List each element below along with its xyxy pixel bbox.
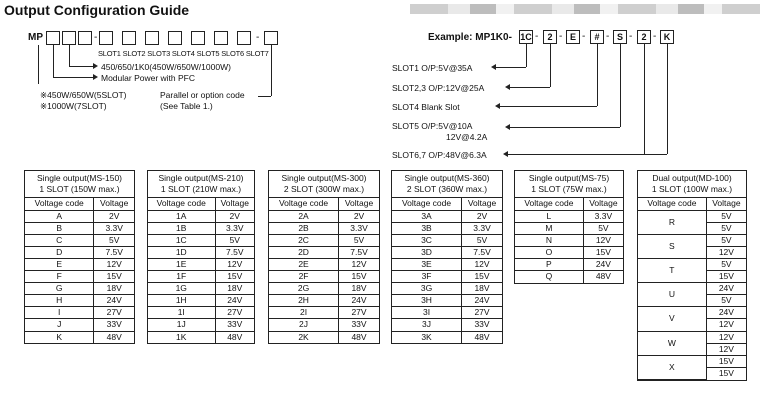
table-row <box>148 331 254 343</box>
table-subtitle: 1 SLOT (75W max.) <box>531 184 607 194</box>
table-row <box>269 258 379 270</box>
column-header-voltage-code: Voltage code <box>515 198 583 210</box>
voltage-cell: 2V <box>215 210 254 222</box>
voltage-code-cell: 1D <box>148 246 215 258</box>
table-row <box>25 246 134 258</box>
voltage-code-cell: 3D <box>392 246 462 258</box>
voltage-cell: 3.3V <box>94 222 134 234</box>
table-row <box>269 246 379 258</box>
voltage-code-cell: 3K <box>392 331 462 343</box>
voltage-cell: 12V <box>583 234 623 246</box>
voltage-cell: 33V <box>215 319 254 331</box>
voltage-code-cell: 3I <box>392 307 462 319</box>
slot-box <box>191 31 205 45</box>
column-header-voltage: Voltage <box>706 198 746 210</box>
table-row <box>392 331 502 343</box>
pfc-label: Modular Power with PFC <box>101 73 196 83</box>
voltage-code-cell: T <box>638 258 706 282</box>
voltage-code-cell: 1E <box>148 258 215 270</box>
voltage-cell: 15V <box>215 271 254 283</box>
voltage-cell: 5V <box>706 222 746 234</box>
table-row <box>638 307 746 319</box>
option-box <box>264 31 278 45</box>
table-subtitle: 1 SLOT (210W max.) <box>160 184 242 194</box>
voltage-cell: 15V <box>583 246 623 258</box>
column-header-voltage: Voltage <box>339 198 379 210</box>
dash: - <box>629 31 633 42</box>
page-title: Output Configuration Guide <box>4 2 190 18</box>
example-code-box: E <box>566 30 580 44</box>
voltage-cell: 15V <box>706 355 746 367</box>
voltage-cell: 5V <box>462 234 502 246</box>
table-row <box>392 319 502 331</box>
voltage-code-cell: 3H <box>392 295 462 307</box>
voltage-code-cell: S <box>638 234 706 258</box>
table-row <box>269 210 379 222</box>
voltage-cell: 5V <box>706 295 746 307</box>
voltage-cell: 5V <box>706 258 746 270</box>
voltage-cell: 33V <box>339 319 379 331</box>
voltage-cell: 24V <box>94 295 134 307</box>
voltage-cell: 48V <box>94 331 134 343</box>
voltage-code-cell: 3A <box>392 210 462 222</box>
dash: - <box>535 31 539 42</box>
voltage-cell: 48V <box>583 271 623 283</box>
voltage-cell: 7.5V <box>94 246 134 258</box>
voltage-code-cell: C <box>25 234 94 246</box>
table-row <box>25 331 134 343</box>
table-ms-210 <box>147 170 255 344</box>
example-code-box: S <box>613 30 627 44</box>
voltage-table <box>269 198 379 343</box>
voltage-cell: 5V <box>215 234 254 246</box>
example-slot5: SLOT5 O/P:5V@10A <box>392 121 473 131</box>
voltage-cell: 15V <box>94 271 134 283</box>
table-row <box>269 283 379 295</box>
voltage-table <box>148 198 254 343</box>
voltage-cell: 15V <box>706 367 746 379</box>
voltage-code-cell: U <box>638 283 706 307</box>
voltage-cell: 18V <box>215 283 254 295</box>
voltage-cell: 2V <box>462 210 502 222</box>
table-subtitle: 1 SLOT (150W max.) <box>39 184 120 194</box>
voltage-code-cell: P <box>515 258 583 270</box>
table-title: Single output(MS-210) <box>158 173 244 183</box>
voltage-cell: 12V <box>94 258 134 270</box>
voltage-cell: 5V <box>706 210 746 222</box>
slot-note-450: ※450W/650W(5SLOT) <box>40 90 127 100</box>
table-row <box>269 331 379 343</box>
table-row <box>638 331 746 343</box>
table-title: Single output(MS-75) <box>528 173 610 183</box>
voltage-table <box>638 198 746 380</box>
voltage-table <box>25 198 134 343</box>
table-row <box>638 234 746 246</box>
voltage-code-cell: 1A <box>148 210 215 222</box>
model-code-diagram <box>0 0 767 150</box>
table-row <box>392 246 502 258</box>
voltage-code-cell: J <box>25 319 94 331</box>
table-row <box>148 234 254 246</box>
table-row <box>25 271 134 283</box>
voltage-code-cell: F <box>25 271 94 283</box>
table-caption <box>25 171 134 198</box>
column-header-voltage: Voltage <box>94 198 134 210</box>
table-title: Dual output(MD-100) <box>652 173 732 183</box>
table-row <box>269 307 379 319</box>
voltage-code-cell: G <box>25 283 94 295</box>
voltage-cell: 27V <box>215 307 254 319</box>
voltage-code-cell: 1G <box>148 283 215 295</box>
slot-box <box>237 31 251 45</box>
column-header-voltage-code: Voltage code <box>638 198 706 210</box>
table-row <box>25 283 134 295</box>
column-header-voltage: Voltage <box>583 198 623 210</box>
example-code-box: # <box>590 30 604 44</box>
table-row <box>638 258 746 270</box>
voltage-code-cell: V <box>638 307 706 331</box>
column-header-voltage: Voltage <box>462 198 502 210</box>
voltage-code-cell: 2C <box>269 234 339 246</box>
table-row <box>638 210 746 222</box>
example-label: Example: MP1K0- <box>428 32 512 43</box>
column-header-voltage-code: Voltage code <box>269 198 339 210</box>
table-row <box>269 234 379 246</box>
dash: - <box>559 31 563 42</box>
voltage-code-cell: 3B <box>392 222 462 234</box>
voltage-code-cell: D <box>25 246 94 258</box>
slot-box <box>99 31 113 45</box>
table-row <box>392 271 502 283</box>
table-row <box>25 319 134 331</box>
voltage-cell: 18V <box>462 283 502 295</box>
dash: - <box>256 32 260 43</box>
voltage-cell: 3.3V <box>462 222 502 234</box>
voltage-code-cell: 2D <box>269 246 339 258</box>
table-row <box>515 271 623 283</box>
dash: - <box>606 31 610 42</box>
table-row <box>392 234 502 246</box>
dash: - <box>653 31 657 42</box>
table-row <box>25 222 134 234</box>
voltage-code-cell: 1C <box>148 234 215 246</box>
voltage-cell: 27V <box>462 307 502 319</box>
voltage-cell: 12V <box>706 319 746 331</box>
voltage-cell: 2V <box>94 210 134 222</box>
example-slot67: SLOT6,7 O/P:48V@6.3A <box>392 150 487 160</box>
table-caption <box>515 171 623 198</box>
voltage-cell: 5V <box>94 234 134 246</box>
voltage-table <box>515 198 623 283</box>
table-subtitle: 1 SLOT (100W max.) <box>651 184 733 194</box>
table-row <box>392 258 502 270</box>
voltage-cell: 24V <box>706 307 746 319</box>
voltage-table <box>392 198 502 343</box>
voltage-cell: 15V <box>339 271 379 283</box>
table-row <box>392 307 502 319</box>
slot-box <box>214 31 228 45</box>
voltage-code-cell: K <box>25 331 94 343</box>
table-row <box>148 307 254 319</box>
table-row <box>392 210 502 222</box>
voltage-cell: 5V <box>706 234 746 246</box>
table-row <box>269 295 379 307</box>
column-header-voltage-code: Voltage code <box>392 198 462 210</box>
model-series-box <box>62 31 76 45</box>
voltage-cell: 33V <box>94 319 134 331</box>
table-row <box>515 210 623 222</box>
voltage-code-cell: M <box>515 222 583 234</box>
voltage-code-cell: A <box>25 210 94 222</box>
slot-names: SLOT1 SLOT2 SLOT3 SLOT4 SLOT5 SLOT6 SLOT7 <box>98 49 269 58</box>
voltage-code-cell: 2I <box>269 307 339 319</box>
voltage-cell: 5V <box>339 234 379 246</box>
example-slot1: SLOT1 O/P:5V@35A <box>392 63 473 73</box>
table-title: Single output(MS-300) <box>281 173 367 183</box>
voltage-code-cell: 2E <box>269 258 339 270</box>
example-code-box: 2 <box>543 30 557 44</box>
table-row <box>638 355 746 367</box>
voltage-cell: 3.3V <box>215 222 254 234</box>
voltage-code-cell: 2H <box>269 295 339 307</box>
table-row <box>392 295 502 307</box>
voltage-cell: 18V <box>94 283 134 295</box>
voltage-code-cell: 2F <box>269 271 339 283</box>
table-row <box>269 319 379 331</box>
table-row <box>515 246 623 258</box>
voltage-cell: 24V <box>583 258 623 270</box>
voltage-cell: 7.5V <box>215 246 254 258</box>
voltage-cell: 5V <box>583 222 623 234</box>
voltage-cell: 12V <box>339 258 379 270</box>
voltage-code-cell: 2G <box>269 283 339 295</box>
table-row <box>25 307 134 319</box>
table-row <box>148 295 254 307</box>
voltage-cell: 12V <box>706 246 746 258</box>
voltage-cell: 15V <box>462 271 502 283</box>
example-code-box: 2 <box>637 30 651 44</box>
dash: - <box>94 32 98 43</box>
voltage-cell: 27V <box>94 307 134 319</box>
voltage-code-cell: 1B <box>148 222 215 234</box>
table-row <box>25 234 134 246</box>
voltage-cell: 7.5V <box>462 246 502 258</box>
table-ms-150 <box>24 170 135 344</box>
voltage-code-cell: 3F <box>392 271 462 283</box>
voltage-code-cell: 2J <box>269 319 339 331</box>
table-row <box>515 258 623 270</box>
voltage-code-cell: Q <box>515 271 583 283</box>
table-row <box>148 283 254 295</box>
voltage-code-cell: R <box>638 210 706 234</box>
voltage-cell: 48V <box>462 331 502 343</box>
voltage-code-cell: O <box>515 246 583 258</box>
table-caption <box>269 171 379 198</box>
voltage-code-cell: 1K <box>148 331 215 343</box>
column-header-voltage-code: Voltage code <box>148 198 215 210</box>
table-title: Single output(MS-360) <box>404 173 490 183</box>
slot-box <box>145 31 159 45</box>
table-row <box>515 222 623 234</box>
model-series-box <box>46 31 60 45</box>
voltage-code-cell: 1H <box>148 295 215 307</box>
slot-note-1000: ※1000W(7SLOT) <box>40 101 107 111</box>
voltage-code-cell: I <box>25 307 94 319</box>
voltage-cell: 18V <box>339 283 379 295</box>
example-code-box: 1C <box>520 32 532 42</box>
voltage-cell: 15V <box>706 271 746 283</box>
model-prefix: MP <box>28 32 43 43</box>
model-series-box <box>78 31 92 45</box>
voltage-code-cell: N <box>515 234 583 246</box>
example-code-box: K <box>660 30 674 44</box>
voltage-code-cell: W <box>638 331 706 355</box>
table-row <box>148 258 254 270</box>
voltage-cell: 12V <box>215 258 254 270</box>
voltage-code-cell: 3C <box>392 234 462 246</box>
dash: - <box>582 31 586 42</box>
voltage-code-cell: 3G <box>392 283 462 295</box>
voltage-cell: 2V <box>339 210 379 222</box>
table-row <box>269 271 379 283</box>
voltage-cell: 24V <box>462 295 502 307</box>
table-row <box>392 283 502 295</box>
power-rating-label: 450/650/1K0(450W/650W/1000W) <box>101 62 231 72</box>
table-caption <box>392 171 502 198</box>
table-ms-75 <box>514 170 624 284</box>
voltage-code-cell: 3J <box>392 319 462 331</box>
table-row <box>25 295 134 307</box>
option-code-label: Parallel or option code <box>160 90 245 100</box>
table-row <box>392 222 502 234</box>
voltage-cell: 3.3V <box>339 222 379 234</box>
voltage-cell: 48V <box>339 331 379 343</box>
table-md-100 <box>637 170 747 381</box>
example-slot4: SLOT4 Blank Slot <box>392 102 460 112</box>
voltage-code-cell: L <box>515 210 583 222</box>
voltage-cell: 24V <box>339 295 379 307</box>
table-row <box>148 271 254 283</box>
column-header-voltage-code: Voltage code <box>25 198 94 210</box>
voltage-code-cell: 2A <box>269 210 339 222</box>
voltage-code-cell: 3E <box>392 258 462 270</box>
table-row <box>638 283 746 295</box>
table-row <box>515 234 623 246</box>
voltage-code-cell: X <box>638 355 706 379</box>
voltage-cell: 12V <box>462 258 502 270</box>
table-ms-300 <box>268 170 380 344</box>
table-subtitle: 2 SLOT (300W max.) <box>283 184 365 194</box>
table-row <box>148 222 254 234</box>
voltage-code-cell: 1I <box>148 307 215 319</box>
voltage-code-cell: 2B <box>269 222 339 234</box>
example-slot23: SLOT2,3 O/P:12V@25A <box>392 83 485 93</box>
table-row <box>269 222 379 234</box>
voltage-cell: 48V <box>215 331 254 343</box>
voltage-cell: 27V <box>339 307 379 319</box>
column-header-voltage: Voltage <box>215 198 254 210</box>
table-row <box>25 258 134 270</box>
voltage-code-cell: E <box>25 258 94 270</box>
table-subtitle: 2 SLOT (360W max.) <box>406 184 488 194</box>
table-row <box>148 246 254 258</box>
voltage-cell: 33V <box>462 319 502 331</box>
voltage-cell: 12V <box>706 343 746 355</box>
voltage-cell: 24V <box>215 295 254 307</box>
table-row <box>25 210 134 222</box>
table-caption <box>148 171 254 198</box>
table-ms-360 <box>391 170 503 344</box>
slot-box <box>122 31 136 45</box>
option-table-ref: (See Table 1.) <box>160 101 213 111</box>
voltage-cell: 12V <box>706 331 746 343</box>
table-title: Single output(MS-150) <box>36 173 123 183</box>
voltage-code-cell: 1J <box>148 319 215 331</box>
table-row <box>148 319 254 331</box>
voltage-code-cell: 1F <box>148 271 215 283</box>
voltage-code-cell: H <box>25 295 94 307</box>
table-row <box>148 210 254 222</box>
voltage-cell: 7.5V <box>339 246 379 258</box>
slot-box <box>168 31 182 45</box>
voltage-cell: 3.3V <box>583 210 623 222</box>
voltage-code-cell: 2K <box>269 331 339 343</box>
voltage-code-cell: B <box>25 222 94 234</box>
voltage-cell: 24V <box>706 283 746 295</box>
example-slot5-line2: 12V@4.2A <box>446 132 488 142</box>
table-caption <box>638 171 746 198</box>
